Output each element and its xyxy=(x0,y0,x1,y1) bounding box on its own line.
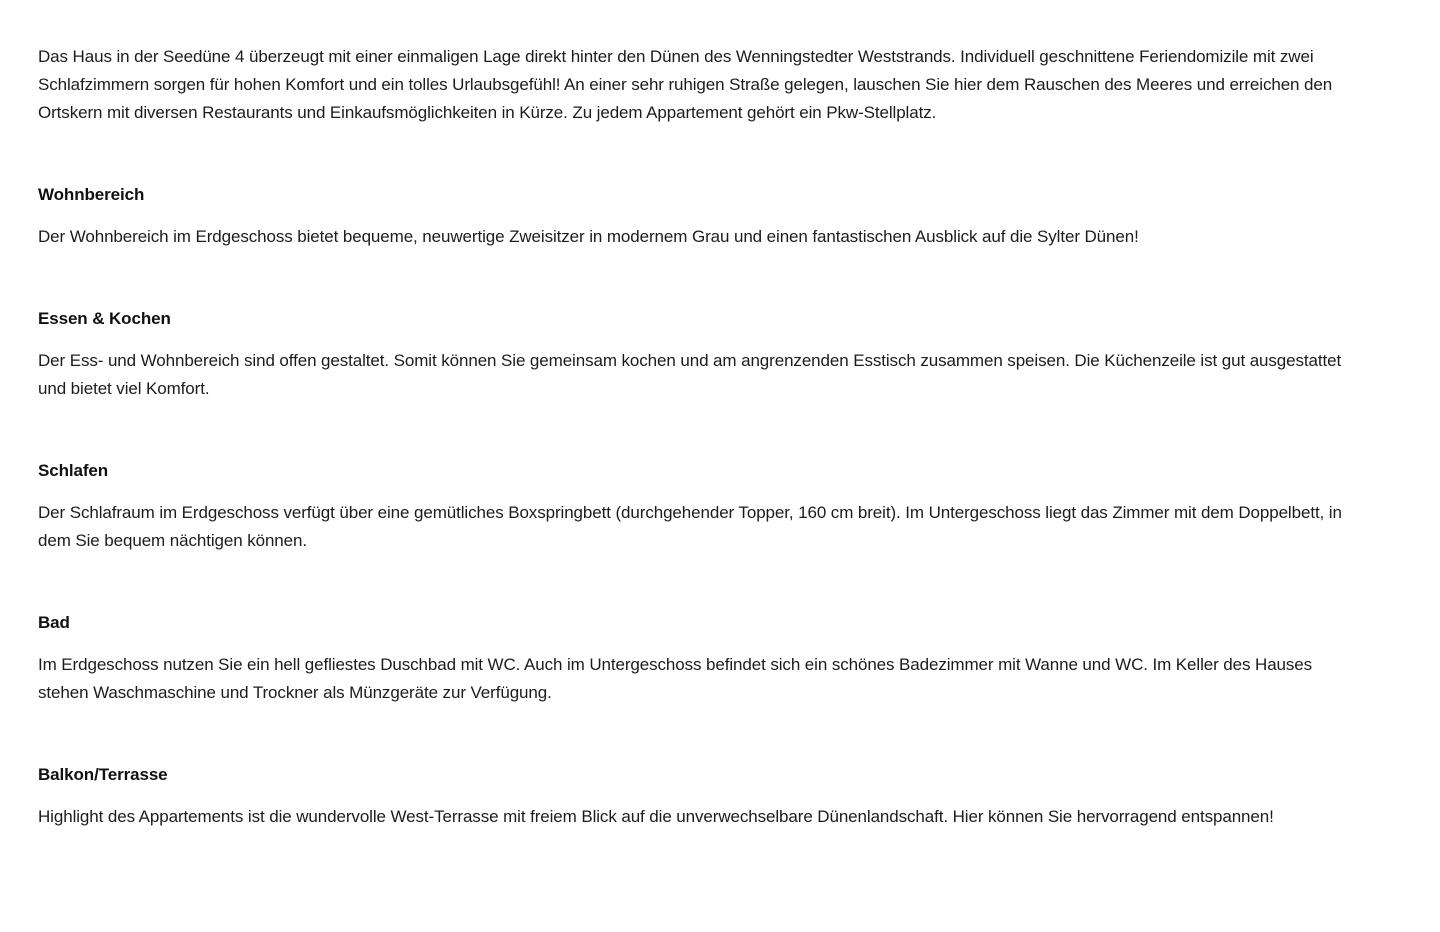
section-balkon-terrasse xyxy=(38,761,1362,831)
section-essen-kochen xyxy=(38,305,1362,403)
section-heading-essen-kochen: Essen & Kochen xyxy=(38,309,171,328)
section-heading-bad: Bad xyxy=(38,613,70,632)
section-heading-balkon-terrasse: Balkon/Terrasse xyxy=(38,765,168,784)
section-heading-wohnbereich: Wohnbereich xyxy=(38,185,145,204)
section-paragraph-essen-kochen: Der Ess- und Wohnbereich sind offen gestaltet. Somit können Sie gemeinsam kochen und am angrenzenden Esstisch zusammen speisen. Die Küchenzeile ist gut ausgestattet und bietet viel Komfort. xyxy=(38,351,1342,398)
section-paragraph-balkon-terrasse: Highlight des Appartements ist die wundervolle West-Terrasse mit freiem Blick auf die unverwechselbare Dünenlandschaft. Hier können Sie hervorragend entspannen! xyxy=(38,807,1274,826)
section-wohnbereich xyxy=(38,181,1362,251)
section-schlafen xyxy=(38,457,1362,555)
section-paragraph-schlafen: Der Schlafraum im Erdgeschoss verfügt über eine gemütliches Boxspringbett (durchgehender Topper, 160 cm breit). Im Untergeschoss liegt das Zimmer mit dem Doppelbett, in dem Sie bequem nächtigen können. xyxy=(38,503,1342,550)
section-heading-schlafen: Schlafen xyxy=(38,461,109,480)
section-paragraph-bad: Im Erdgeschoss nutzen Sie ein hell gefliestes Duschbad mit WC. Auch im Untergeschoss befindet sich ein schönes Badezimmer mit Wanne und WC. Im Keller des Hauses stehen Waschmaschine und Trockner als Münzgeräte zur Verfügung. xyxy=(38,655,1313,702)
intro-paragraph: Das Haus in der Seedüne 4 überzeugt mit einer einmaligen Lage direkt hinter den Dünen des Wenningstedter Weststrands. Individuell geschnittene Feriendomizile mit zwei Schlafzimmern sorgen für hohen Komfort und ein tolles Urlaubsgefühl! An einer sehr ruhigen Straße gelegen, lauschen Sie hier dem Rauschen des Meeres und erreichen den Ortskern mit diversen Restaurants und Einkaufsmöglichkeiten in Kürze. Zu jedem Appartement gehört ein Pkw-Stellplatz. xyxy=(38,47,1333,122)
section-paragraph-wohnbereich: Der Wohnbereich im Erdgeschoss bietet bequeme, neuwertige Zweisitzer in modernem Grau und einen fantastischen Ausblick auf die Sylter Dünen! xyxy=(38,227,1139,246)
section-bad xyxy=(38,609,1362,707)
